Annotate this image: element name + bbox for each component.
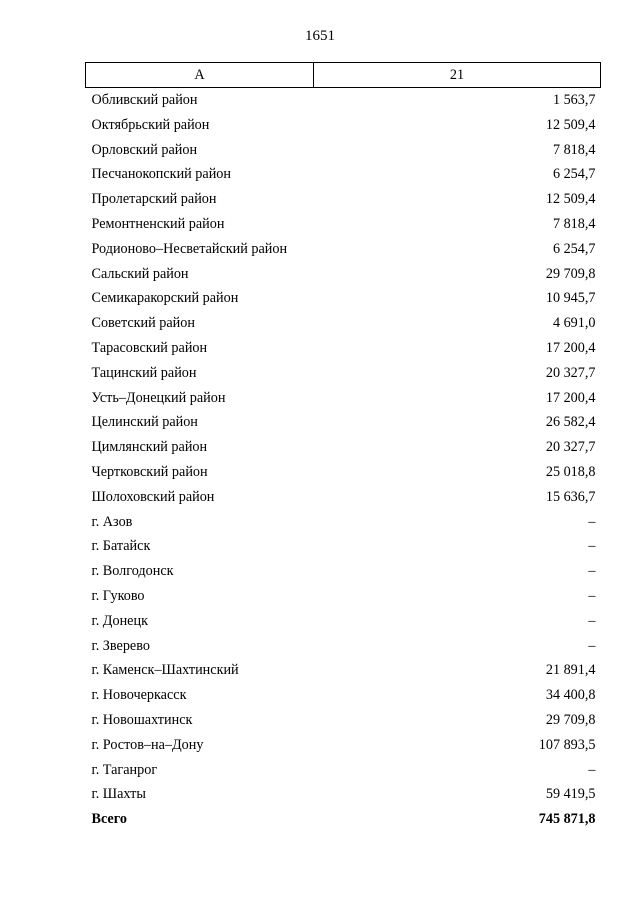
row-name: Пролетарский район xyxy=(91,191,217,208)
row-name: Ремонтненский район xyxy=(91,215,225,232)
row-value: 7 818,4 xyxy=(552,215,596,232)
row-value: – xyxy=(588,538,596,555)
row-value: 25 018,8 xyxy=(545,463,596,480)
row-value: 12 509,4 xyxy=(545,116,596,133)
table-row xyxy=(86,212,601,237)
table-row xyxy=(86,609,601,634)
row-value: 107 893,5 xyxy=(538,736,596,753)
table-row xyxy=(86,708,601,733)
table-row xyxy=(86,758,601,783)
table-row xyxy=(86,782,601,807)
row-name: Песчанокопский район xyxy=(91,166,231,183)
row-value: 20 327,7 xyxy=(545,364,596,381)
row-name: г. Батайск xyxy=(91,538,151,555)
table-row xyxy=(86,262,601,287)
table-row xyxy=(86,138,601,163)
row-value: 10 945,7 xyxy=(545,290,596,307)
row-value: – xyxy=(588,761,596,778)
row-name: Чертковский район xyxy=(91,463,208,480)
table-row xyxy=(86,658,601,683)
row-name: Орловский район xyxy=(91,141,198,158)
row-name: г. Ростов–на–Дону xyxy=(91,736,204,753)
total-row xyxy=(86,807,601,832)
row-name: Обливский район xyxy=(91,92,198,108)
table-row xyxy=(86,733,601,758)
table-row xyxy=(86,286,601,311)
row-value: – xyxy=(588,637,596,654)
table-row xyxy=(86,534,601,559)
page-number: 1651 xyxy=(305,28,335,44)
total-label: Всего xyxy=(91,811,127,828)
row-value: 21 891,4 xyxy=(545,662,596,679)
table-row xyxy=(86,336,601,361)
table-row xyxy=(86,485,601,510)
row-value: 12 509,4 xyxy=(545,191,596,208)
row-name: Тарасовский район xyxy=(91,339,208,356)
row-name: г. Гуково xyxy=(91,587,145,604)
row-name: Цимлянский район xyxy=(91,439,208,456)
table-row xyxy=(86,584,601,609)
table-row xyxy=(86,162,601,187)
row-name: Советский район xyxy=(91,315,195,332)
row-name: г. Донецк xyxy=(91,612,148,629)
row-name: г. Зверево xyxy=(91,637,150,654)
data-table xyxy=(85,62,601,832)
row-name: Целинский район xyxy=(91,414,198,431)
row-value: 34 400,8 xyxy=(545,687,596,704)
table-row xyxy=(86,311,601,336)
row-name: Усть–Донецкий район xyxy=(91,389,226,406)
row-name: Сальский район xyxy=(91,265,189,282)
row-value: 4 691,0 xyxy=(552,315,596,332)
table-row xyxy=(86,361,601,386)
row-name: г. Новошахтинск xyxy=(91,711,193,728)
row-value: 15 636,7 xyxy=(545,488,596,505)
table-row xyxy=(86,113,601,138)
row-name: Тацинский район xyxy=(91,364,197,381)
row-value: – xyxy=(588,563,596,580)
row-value: 17 200,4 xyxy=(545,389,596,406)
row-name: г. Каменск–Шахтинский xyxy=(91,662,239,679)
table-row xyxy=(86,88,601,113)
table-row xyxy=(86,386,601,411)
row-value: 17 200,4 xyxy=(545,339,596,356)
row-value: 29 709,8 xyxy=(545,711,596,728)
row-name: г. Новочеркасск xyxy=(91,687,187,704)
column-header-a: А xyxy=(86,63,314,88)
row-value: 6 254,7 xyxy=(552,240,596,257)
row-value: 7 818,4 xyxy=(552,141,596,158)
row-value: 1 563,7 xyxy=(552,92,596,108)
row-name: Шолоховский район xyxy=(91,488,215,505)
row-name: Октябрьский район xyxy=(91,116,210,133)
table-row xyxy=(86,237,601,262)
column-header-21: 21 xyxy=(314,63,601,88)
table-row xyxy=(86,683,601,708)
table-row xyxy=(86,435,601,460)
row-name: г. Шахты xyxy=(91,786,146,803)
row-name: Семикаракорский район xyxy=(91,290,239,307)
row-value: 59 419,5 xyxy=(545,786,596,803)
table-row xyxy=(86,187,601,212)
table-row xyxy=(86,634,601,659)
row-value: 6 254,7 xyxy=(552,166,596,183)
total-value: 745 871,8 xyxy=(538,811,596,828)
row-value: 29 709,8 xyxy=(545,265,596,282)
table-row xyxy=(86,460,601,485)
table-row xyxy=(86,410,601,435)
row-name: г. Таганрог xyxy=(91,761,158,778)
row-value: – xyxy=(588,587,596,604)
row-name: г. Азов xyxy=(91,513,133,530)
table-body xyxy=(86,88,601,832)
row-value: 26 582,4 xyxy=(545,414,596,431)
row-value: – xyxy=(588,513,596,530)
table-header-row xyxy=(86,63,601,88)
row-name: г. Волгодонск xyxy=(91,563,174,580)
row-value: – xyxy=(588,612,596,629)
row-name: Родионово–Несветайский район xyxy=(91,240,288,257)
table-row xyxy=(86,510,601,535)
table-row xyxy=(86,559,601,584)
row-value: 20 327,7 xyxy=(545,439,596,456)
